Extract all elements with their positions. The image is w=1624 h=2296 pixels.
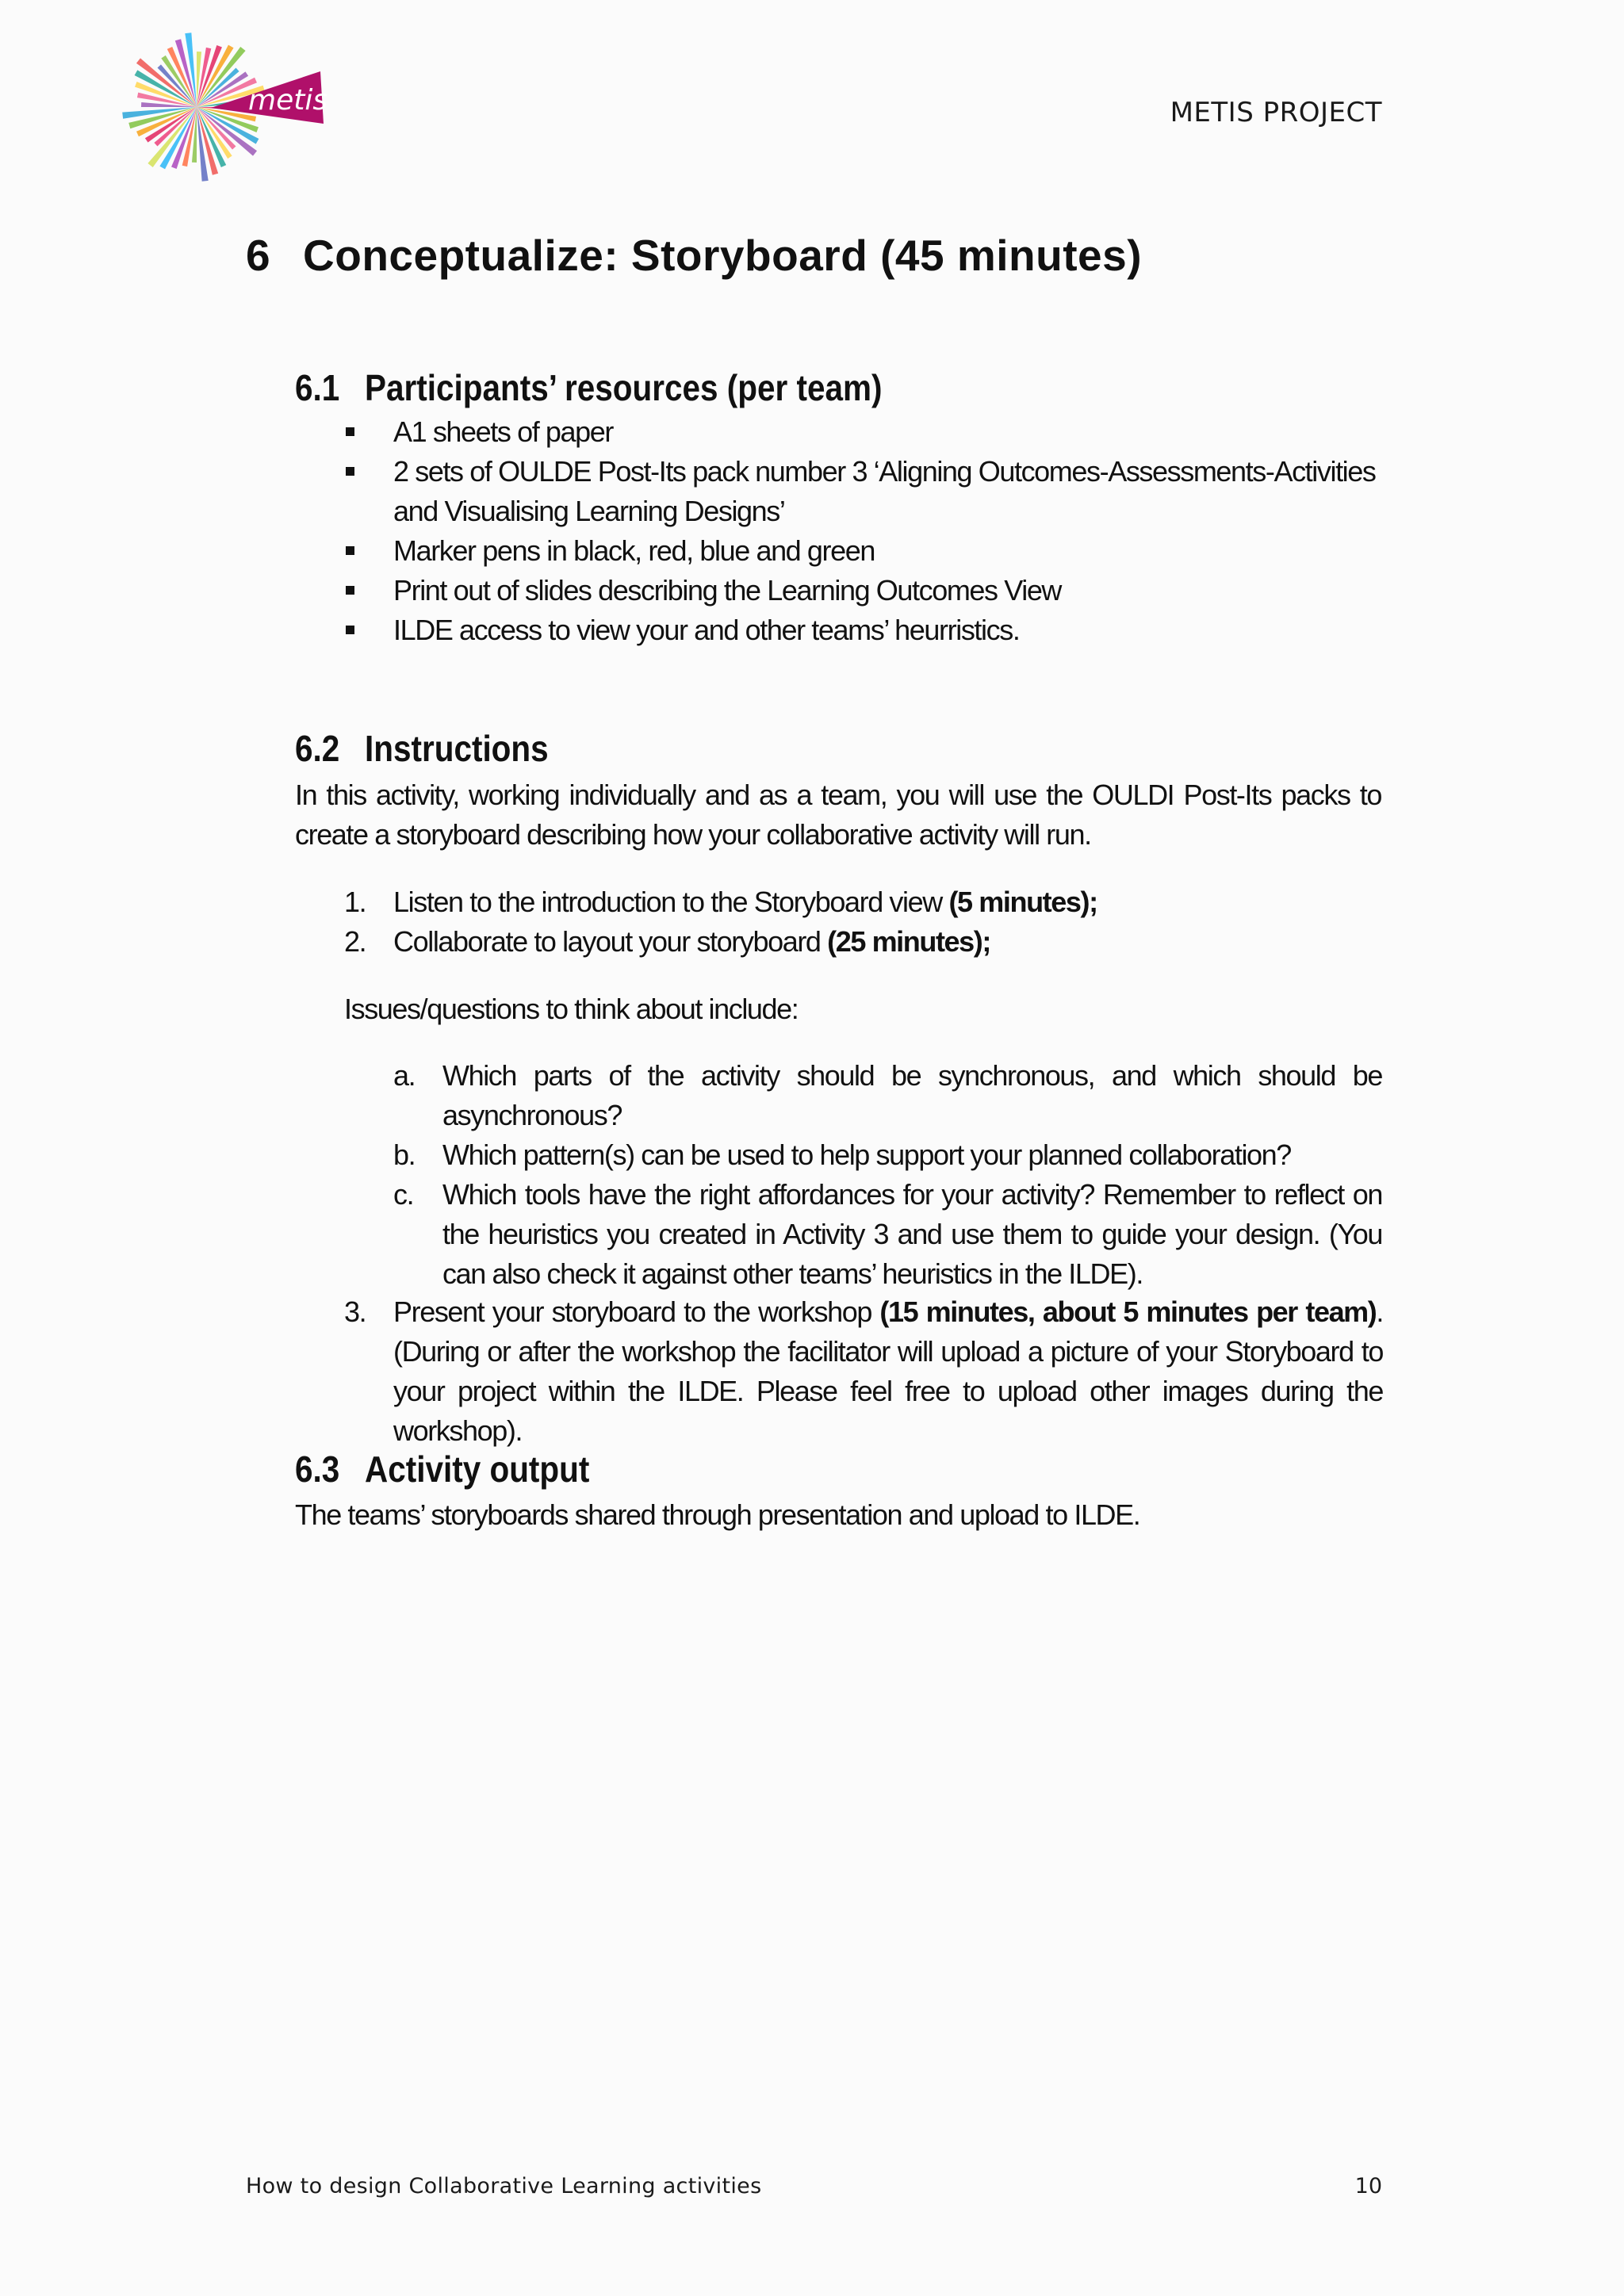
subsection-heading-instructions <box>295 727 549 770</box>
list-number: 1. <box>344 886 366 918</box>
list-letter: a. <box>393 1059 416 1092</box>
list-item <box>393 1056 1382 1135</box>
square-bullet-icon <box>346 626 354 634</box>
duration-text: (25 minutes); <box>827 925 990 958</box>
list-item-text: A1 sheets of paper <box>393 415 614 448</box>
metis-logo <box>117 30 331 185</box>
list-item-text: ILDE access to view your and other teams’ heurristics. <box>393 614 1020 646</box>
list-item-text: Which tools have the right affordances for your activity? Remember to reflect on the heuristics you created in Activity 3 and use them to guide your design. (You can also check it against other teams’ heuristics in the ILDE). <box>442 1178 1382 1290</box>
section-heading <box>246 230 1142 281</box>
list-item <box>344 531 1391 571</box>
page-number: 10 <box>1354 2174 1382 2198</box>
logo-ray <box>141 102 197 107</box>
square-bullet-icon <box>346 546 354 555</box>
subsection-number: 6.1 <box>295 367 340 408</box>
resources-list <box>344 412 1391 650</box>
square-bullet-icon <box>346 467 354 476</box>
subsection-number: 6.2 <box>295 728 340 769</box>
square-bullet-icon <box>346 427 354 436</box>
list-item <box>393 1175 1382 1294</box>
list-item-text: Which pattern(s) can be used to help support your planned collaboration? <box>442 1138 1291 1171</box>
subsection-title: Instructions <box>365 728 549 769</box>
section-number: 6 <box>246 231 271 280</box>
list-number: 2. <box>344 925 366 958</box>
list-item-text: 2 sets of OULDE Post-Its pack number 3 ‘Aligning Outcomes-Assessments-Activities and Visualising Learning Designs’ <box>393 455 1376 527</box>
list-item <box>344 571 1391 610</box>
list-item-text: Present your storyboard to the workshop <box>393 1295 880 1328</box>
list-item <box>344 412 1391 452</box>
list-number: 3. <box>344 1295 366 1328</box>
duration-text: (15 minutes, about 5 minutes per team) <box>879 1295 1377 1328</box>
list-item <box>344 610 1391 650</box>
issues-label: Issues/questions to think about include: <box>344 993 799 1025</box>
logo-ray <box>192 107 197 163</box>
square-bullet-icon <box>346 586 354 595</box>
list-item <box>344 1292 1383 1451</box>
section-title: Conceptualize: Storyboard (45 minutes) <box>303 231 1143 280</box>
list-item-text: Print out of slides describing the Learning Outcomes View <box>393 574 1062 607</box>
subsection-heading-resources <box>295 366 882 409</box>
list-item-text: . (During or after the workshop the facilitator will upload a picture of your Storyboard to your project within the ILDE. Please feel free to upload other images during the workshop). <box>393 1295 1383 1447</box>
list-item-text: Listen to the introduction to the Storyboard view <box>393 886 949 918</box>
steps-list-continued <box>344 1292 1383 1451</box>
running-header: METIS PROJECT <box>1170 97 1382 128</box>
footer-title: How to design Collaborative Learning activities <box>246 2174 762 2198</box>
instructions-intro: In this activity, working individually and as a team, you will use the OULDI Post-Its packs to create a storyboard describing how your collaborative activity will run. <box>295 779 1381 851</box>
output-text: The teams’ storyboards shared through presentation and upload to ILDE. <box>295 1498 1140 1531</box>
list-item <box>344 922 1383 962</box>
list-item <box>344 882 1383 922</box>
logo-text: metis <box>248 84 328 117</box>
subsection-title: Activity output <box>365 1448 590 1490</box>
subsection-title: Participants’ resources (per team) <box>365 367 883 408</box>
logo-ray <box>197 52 201 107</box>
duration-text: (5 minutes); <box>948 886 1097 918</box>
list-item <box>344 452 1391 531</box>
steps-list <box>344 882 1383 962</box>
list-letter: b. <box>393 1138 416 1171</box>
list-item-text: Marker pens in black, red, blue and green <box>393 534 875 567</box>
list-item <box>393 1135 1382 1175</box>
subsection-number: 6.3 <box>295 1448 340 1490</box>
list-item-text: Which parts of the activity should be synchronous, and which should be asynchronous? <box>442 1059 1382 1131</box>
list-letter: c. <box>393 1178 414 1211</box>
subsection-heading-output <box>295 1448 589 1490</box>
list-item-text: Collaborate to layout your storyboard <box>393 925 828 958</box>
issues-list <box>393 1056 1382 1294</box>
